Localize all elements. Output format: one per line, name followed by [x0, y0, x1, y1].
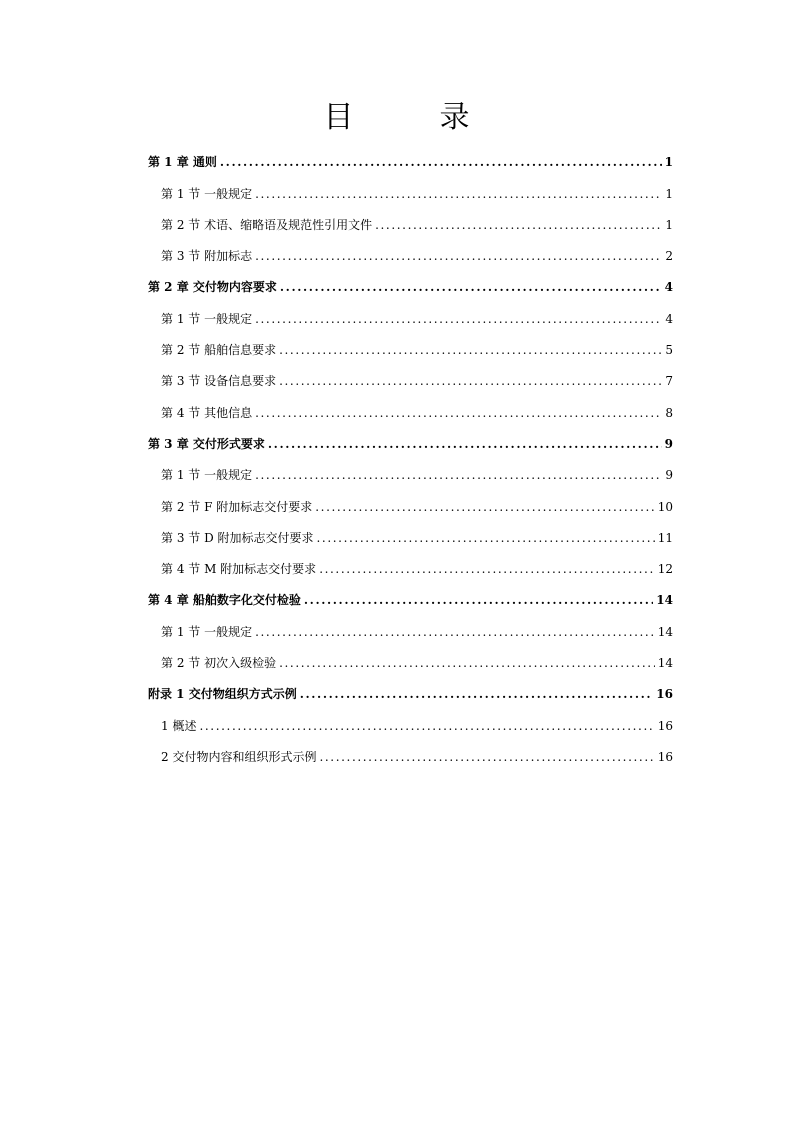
- toc-entry-page-number: 4: [665, 311, 673, 326]
- toc-entry-page-number: 5: [665, 343, 673, 358]
- toc-chapter-entry[interactable]: [148, 267, 673, 298]
- toc-entry-label: 第 2 节 船舶信息要求: [161, 343, 277, 358]
- table-of-contents: [148, 142, 673, 768]
- toc-entry-label: 第 3 章 交付形式要求: [148, 436, 265, 451]
- toc-leader-dots: [304, 592, 653, 608]
- toc-chapter-entry[interactable]: [148, 580, 673, 611]
- toc-leader-dots: [375, 217, 662, 233]
- toc-leader-dots: [255, 248, 662, 264]
- toc-section-entry[interactable]: [148, 392, 673, 423]
- toc-entry-page-number: 14: [657, 624, 673, 639]
- toc-section-entry[interactable]: [148, 705, 673, 736]
- toc-entry-page-number: 7: [665, 374, 673, 389]
- toc-entry-page-number: 16: [657, 718, 673, 733]
- toc-entry-page-number: 2: [665, 249, 673, 264]
- toc-leader-dots: [300, 686, 654, 702]
- toc-section-entry[interactable]: [148, 361, 673, 392]
- toc-entry-page-number: 14: [656, 593, 673, 608]
- toc-section-entry[interactable]: [148, 298, 673, 329]
- toc-leader-dots: [255, 624, 655, 640]
- toc-leader-dots: [255, 186, 662, 202]
- toc-entry-page-number: 16: [657, 749, 673, 764]
- toc-leader-dots: [199, 718, 654, 734]
- toc-entry-label: 第 1 节 一般规定: [161, 624, 253, 639]
- toc-leader-dots: [279, 342, 662, 358]
- toc-chapter-entry[interactable]: [148, 424, 673, 455]
- toc-chapter-entry[interactable]: [148, 142, 673, 173]
- toc-entry-label: 第 2 节 初次入级检验: [161, 656, 277, 671]
- toc-section-entry[interactable]: [148, 173, 673, 204]
- toc-entry-label: 第 3 节 D 附加标志交付要求: [161, 530, 314, 545]
- toc-entry-label: 第 1 章 通则: [148, 155, 217, 170]
- toc-leader-dots: [317, 530, 655, 546]
- toc-entry-page-number: 10: [657, 499, 673, 514]
- toc-entry-page-number: 8: [665, 405, 673, 420]
- toc-section-entry[interactable]: [148, 236, 673, 267]
- toc-leader-dots: [268, 436, 662, 452]
- toc-entry-label: 1 概述: [161, 718, 197, 733]
- toc-leader-dots: [279, 373, 662, 389]
- toc-entry-label: 第 1 节 一般规定: [161, 311, 253, 326]
- toc-entry-label: 第 3 节 设备信息要求: [161, 374, 277, 389]
- toc-entry-label: 第 4 节 其他信息: [161, 405, 253, 420]
- toc-leader-dots: [255, 311, 662, 327]
- toc-section-entry[interactable]: [148, 518, 673, 549]
- toc-section-entry[interactable]: [148, 205, 673, 236]
- toc-entry-page-number: 11: [657, 530, 673, 545]
- toc-entry-page-number: 1: [665, 217, 673, 232]
- toc-leader-dots: [279, 655, 655, 671]
- toc-chapter-entry[interactable]: [148, 674, 673, 705]
- toc-entry-page-number: 4: [664, 280, 673, 295]
- toc-entry-label: 附录 1 交付物组织方式示例: [148, 687, 297, 702]
- toc-leader-dots: [255, 405, 662, 421]
- toc-leader-dots: [315, 499, 654, 515]
- toc-leader-dots: [319, 749, 654, 765]
- toc-entry-label: 第 4 章 船舶数字化交付检验: [148, 593, 301, 608]
- toc-entry-page-number: 9: [665, 468, 673, 483]
- toc-entry-label: 第 1 节 一般规定: [161, 186, 253, 201]
- toc-entry-page-number: 16: [656, 687, 673, 702]
- toc-entry-label: 第 1 节 一般规定: [161, 468, 253, 483]
- toc-entry-page-number: 1: [665, 186, 673, 201]
- toc-entry-label: 第 3 节 附加标志: [161, 249, 253, 264]
- toc-entry-label: 第 2 节 术语、缩略语及规范性引用文件: [161, 217, 373, 232]
- toc-leader-dots: [319, 561, 655, 577]
- page-title: 目 录: [323, 100, 498, 135]
- toc-section-entry[interactable]: [148, 611, 673, 642]
- toc-entry-page-number: 12: [657, 562, 673, 577]
- toc-section-entry[interactable]: [148, 737, 673, 768]
- toc-section-entry[interactable]: [148, 549, 673, 580]
- toc-section-entry[interactable]: [148, 330, 673, 361]
- toc-entry-page-number: 9: [664, 436, 673, 451]
- toc-entry-page-number: 14: [657, 656, 673, 671]
- toc-section-entry[interactable]: [148, 643, 673, 674]
- toc-leader-dots: [255, 467, 662, 483]
- toc-entry-page-number: 1: [664, 155, 673, 170]
- toc-section-entry[interactable]: [148, 486, 673, 517]
- toc-leader-dots: [220, 154, 662, 170]
- toc-entry-label: 第 2 章 交付物内容要求: [148, 280, 277, 295]
- toc-section-entry[interactable]: [148, 455, 673, 486]
- toc-entry-label: 第 4 节 M 附加标志交付要求: [161, 562, 317, 577]
- toc-entry-label: 第 2 节 F 附加标志交付要求: [161, 499, 313, 514]
- toc-leader-dots: [280, 279, 662, 295]
- toc-entry-label: 2 交付物内容和组织形式示例: [161, 749, 317, 764]
